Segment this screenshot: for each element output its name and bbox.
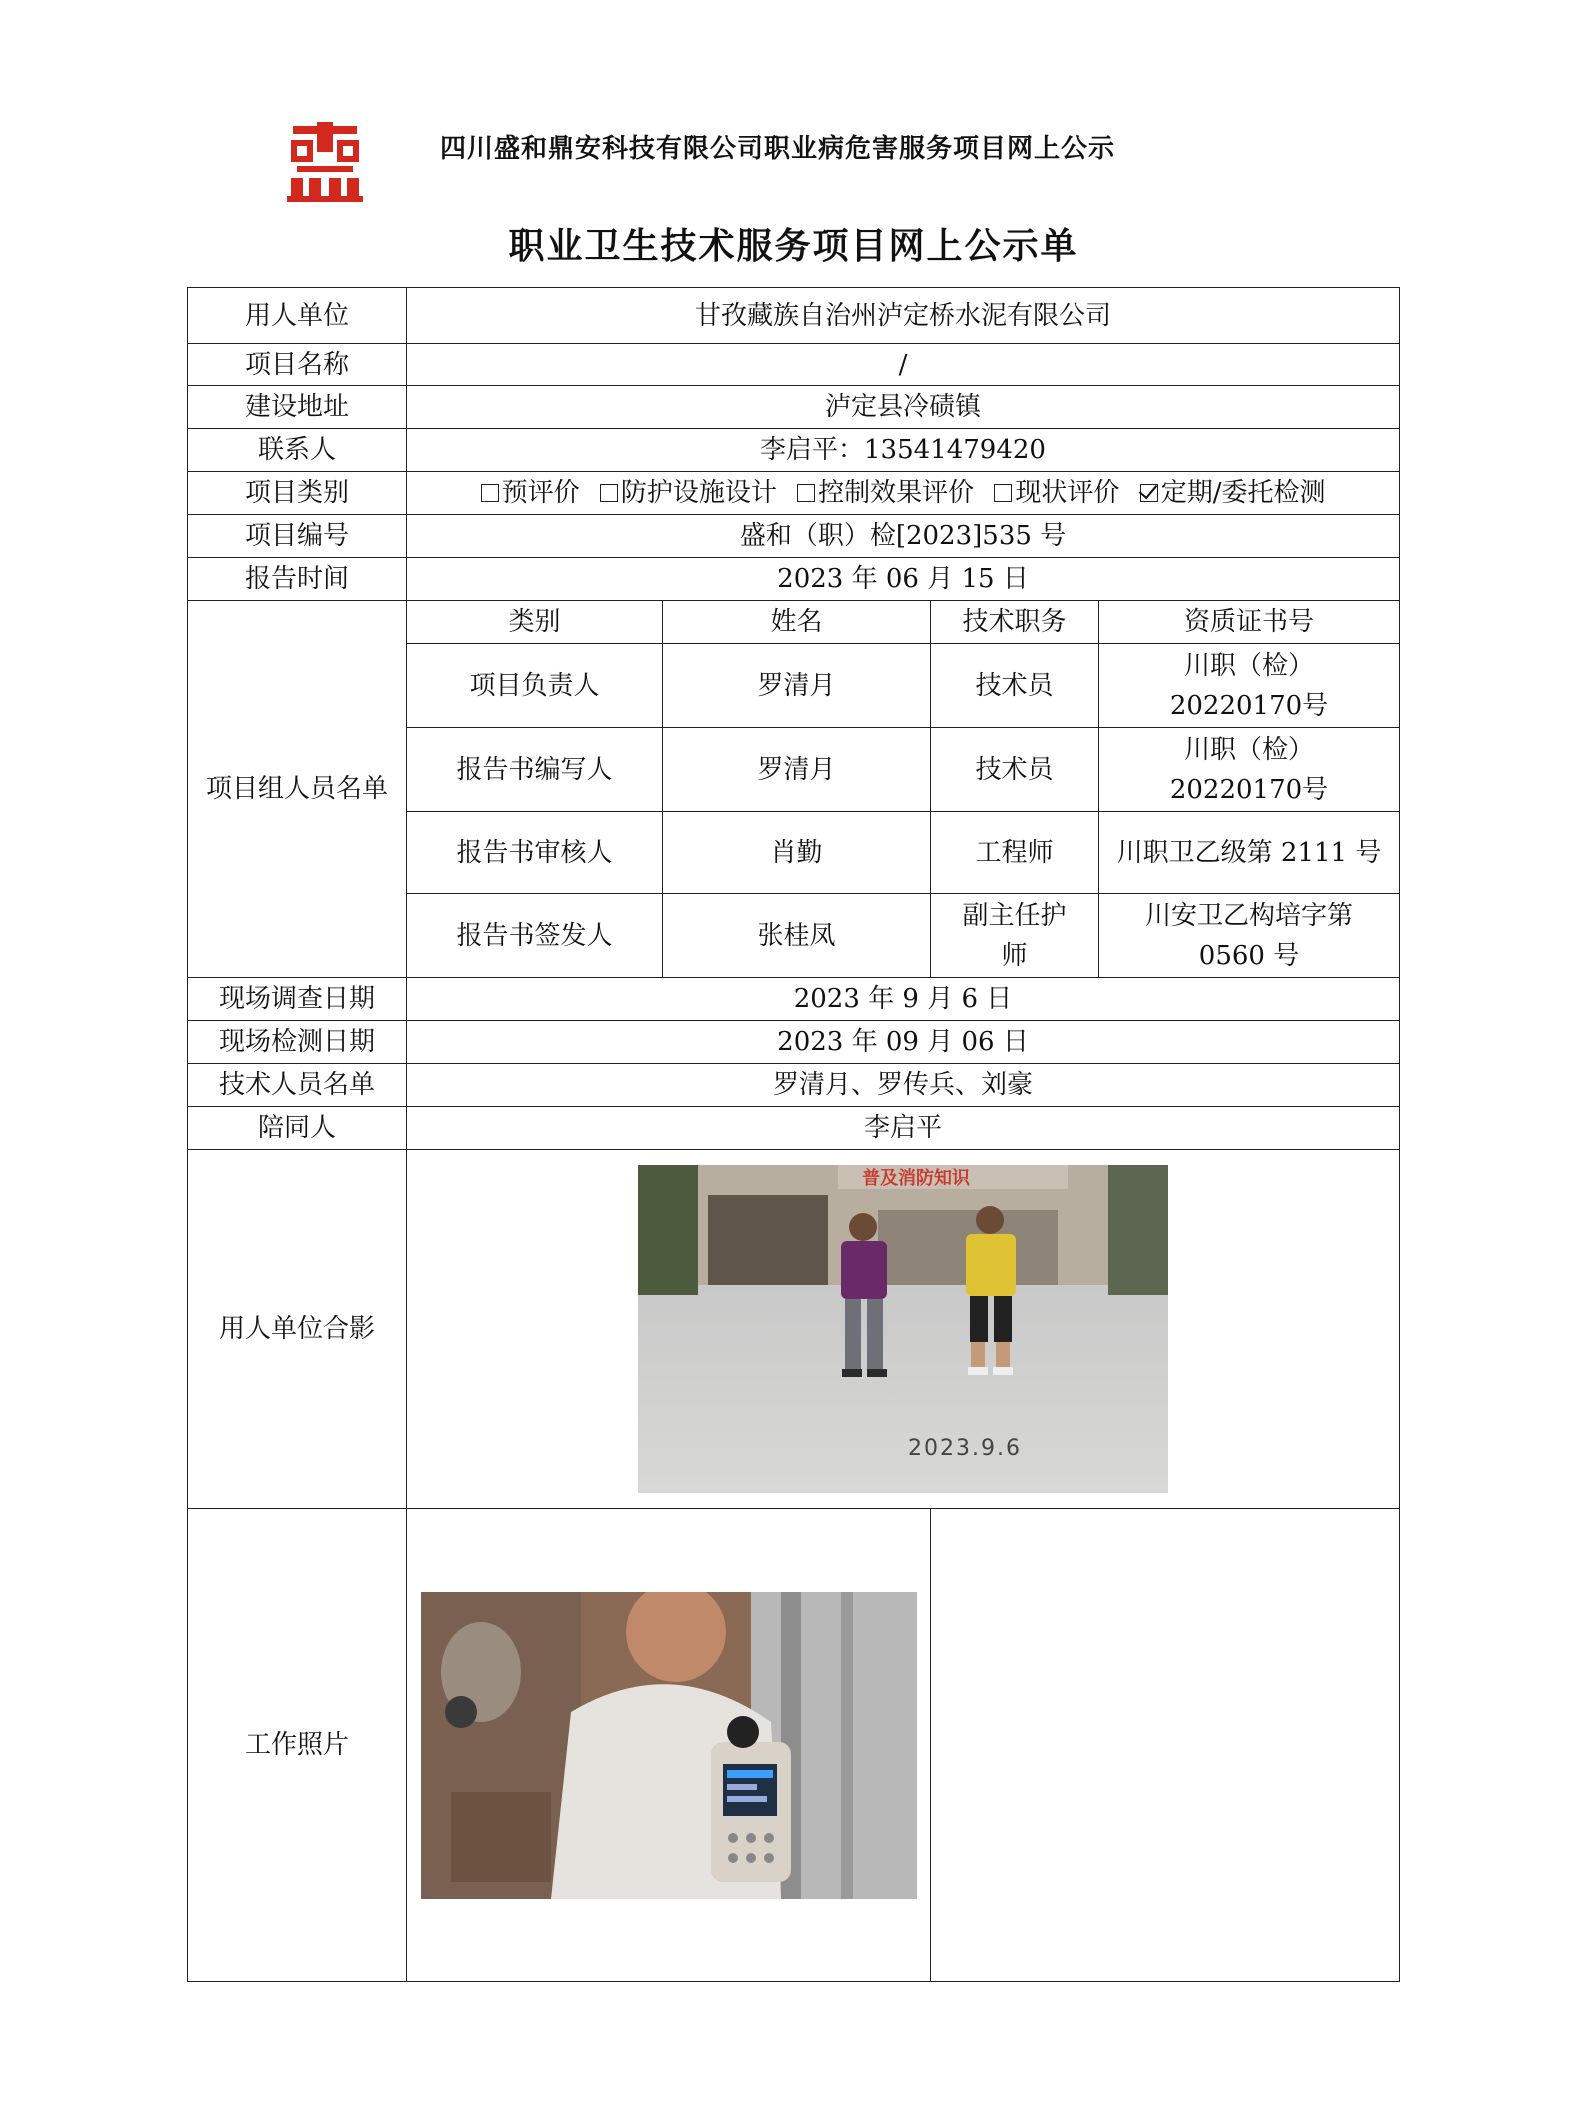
team-header: 姓名 (663, 601, 931, 644)
row-category (188, 472, 1400, 515)
category-option[interactable]: 控制效果评价 (797, 478, 974, 508)
member-title: 工程师 (931, 812, 1099, 894)
label-team: 项目组人员名单 (188, 601, 407, 978)
value-escort: 李启平 (407, 1107, 1400, 1150)
checkbox-icon[interactable] (600, 484, 618, 502)
category-options (407, 472, 1400, 515)
label-group-photo: 用人单位合影 (188, 1150, 407, 1509)
label-escort: 陪同人 (188, 1107, 407, 1150)
label-employer: 用人单位 (188, 288, 407, 344)
row-work-photo (188, 1509, 1400, 1982)
row-survey-date (188, 978, 1400, 1021)
row-address (188, 386, 1400, 429)
member-role: 报告书审核人 (407, 812, 663, 894)
row-contact (188, 429, 1400, 472)
row-report-date (188, 558, 1400, 601)
member-name: 罗清月 (663, 728, 931, 812)
label-test-date: 现场检测日期 (188, 1021, 407, 1064)
member-title: 技术员 (931, 644, 1099, 728)
label-project-no: 项目编号 (188, 515, 407, 558)
member-cert: 川职卫乙级第 2111 号 (1099, 812, 1400, 894)
checkbox-checked-icon[interactable] (1140, 484, 1158, 502)
label-contact: 联系人 (188, 429, 407, 472)
value-address: 泸定县冷碛镇 (407, 386, 1400, 429)
member-role: 报告书编写人 (407, 728, 663, 812)
member-cert: 川安卫乙构培字第 0560 号 (1099, 894, 1400, 978)
team-header: 类别 (407, 601, 663, 644)
value-report-date: 2023 年 06 月 15 日 (407, 558, 1400, 601)
value-project-no: 盛和（职）检[2023]535 号 (407, 515, 1400, 558)
label-category: 项目类别 (188, 472, 407, 515)
value-test-date: 2023 年 09 月 06 日 (407, 1021, 1400, 1064)
label-report-date: 报告时间 (188, 558, 407, 601)
banner-text: 普及消防知识 (862, 1168, 970, 1189)
group-photo (638, 1165, 1168, 1493)
member-name: 张桂凤 (663, 894, 931, 978)
member-cert: 川职（检）20220170号 (1099, 728, 1400, 812)
row-escort (188, 1107, 1400, 1150)
row-group-photo (188, 1150, 1400, 1509)
label-work-photo: 工作照片 (188, 1509, 407, 1982)
group-photo-cell (407, 1150, 1400, 1509)
label-technicians: 技术人员名单 (188, 1064, 407, 1107)
category-option[interactable]: 定期/委托检测 (1140, 478, 1326, 508)
team-header: 技术职务 (931, 601, 1099, 644)
company-logo (287, 122, 363, 202)
value-contact: 李启平：13541479420 (407, 429, 1400, 472)
member-cert: 川职（检）20220170号 (1099, 644, 1400, 728)
row-project-name (188, 344, 1400, 386)
category-option[interactable]: 现状评价 (994, 478, 1119, 508)
value-survey-date: 2023 年 9 月 6 日 (407, 978, 1400, 1021)
checkbox-icon[interactable] (797, 484, 815, 502)
member-title: 技术员 (931, 728, 1099, 812)
checkbox-icon[interactable] (481, 484, 499, 502)
team-header: 资质证书号 (1099, 601, 1400, 644)
disclosure-table (187, 287, 1400, 1982)
value-project-name: / (407, 344, 1400, 386)
work-photo-empty-cell (931, 1509, 1400, 1982)
category-option[interactable]: 防护设施设计 (600, 478, 777, 508)
row-technicians (188, 1064, 1400, 1107)
member-role: 项目负责人 (407, 644, 663, 728)
document-title: 职业卫生技术服务项目网上公示单 (508, 225, 1079, 267)
label-address: 建设地址 (188, 386, 407, 429)
value-technicians: 罗清月、罗传兵、刘豪 (407, 1064, 1400, 1107)
row-employer (188, 288, 1400, 344)
member-name: 肖勤 (663, 812, 931, 894)
team-header-row (188, 601, 1400, 644)
member-title: 副主任护师 (931, 894, 1099, 978)
photo-date-stamp: 2023.9.6 (908, 1436, 1022, 1461)
row-test-date (188, 1021, 1400, 1064)
member-role: 报告书签发人 (407, 894, 663, 978)
label-project-name: 项目名称 (188, 344, 407, 386)
category-option[interactable]: 预评价 (481, 478, 580, 508)
value-employer: 甘孜藏族自治州泸定桥水泥有限公司 (407, 288, 1400, 344)
member-name: 罗清月 (663, 644, 931, 728)
row-project-no (188, 515, 1400, 558)
label-survey-date: 现场调查日期 (188, 978, 407, 1021)
work-photo (421, 1592, 917, 1899)
checkbox-icon[interactable] (994, 484, 1012, 502)
company-title: 四川盛和鼎安科技有限公司职业病危害服务项目网上公示 (440, 134, 1116, 164)
work-photo-cell (407, 1509, 931, 1982)
